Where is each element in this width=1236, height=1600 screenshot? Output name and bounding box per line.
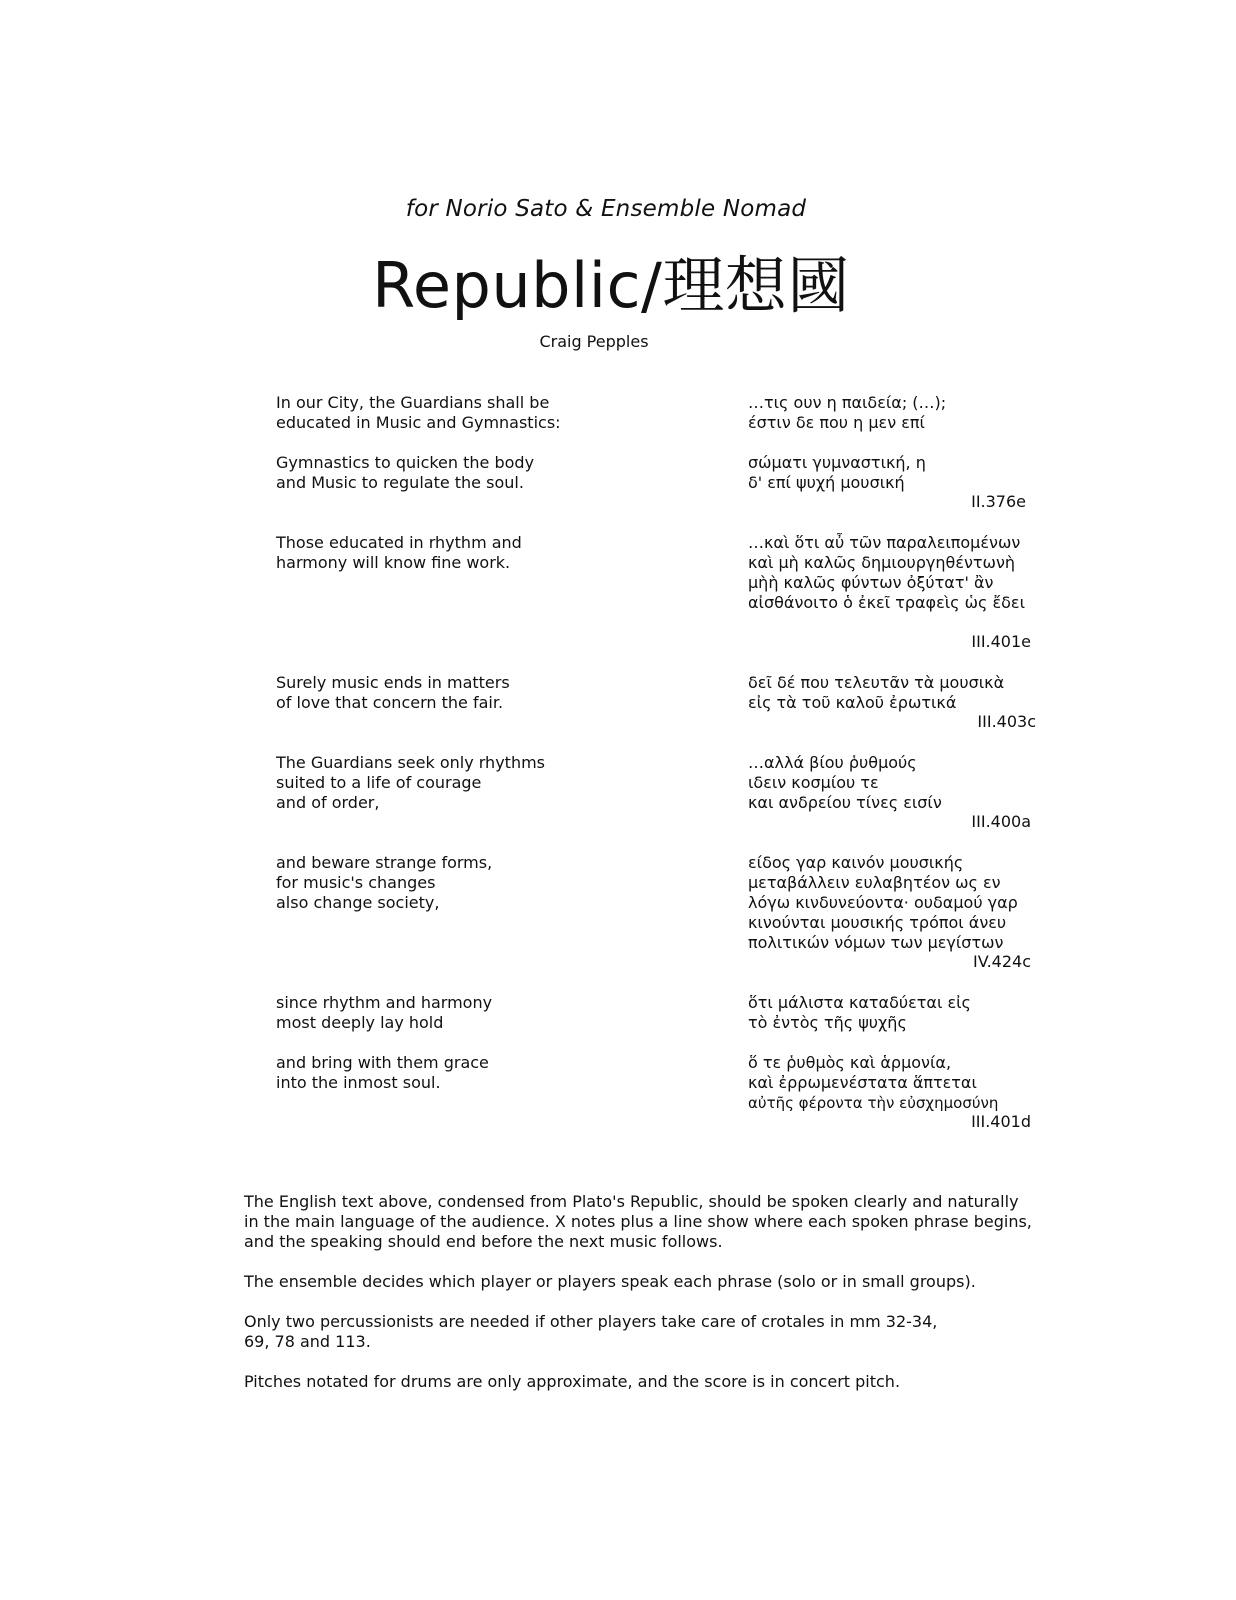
- english-stanza-2: [276, 453, 696, 493]
- note-paragraph: [244, 1312, 1044, 1352]
- english-line: also change society,: [276, 893, 440, 912]
- composer-name: Craig Pepples: [539, 332, 649, 351]
- greek-line: εἰς τὰ τοῦ καλοῦ ἐρωτικά: [748, 693, 957, 712]
- greek-line: δεῖ δέ που τελευτᾶν τὰ μουσικὰ: [748, 673, 1005, 692]
- note-line: The English text above, condensed from Plato's Republic, should be spoken clearly and naturally: [244, 1192, 1019, 1211]
- english-line: since rhythm and harmony: [276, 993, 493, 1012]
- english-stanza-5: [276, 753, 696, 813]
- english-stanza-3: [276, 533, 696, 573]
- english-stanza-8: [276, 1053, 696, 1093]
- greek-line: και ανδρείου τίνες εισίν: [748, 793, 942, 812]
- note-line: Only two percussionists are needed if other players take care of crotales in mm 32-34,: [244, 1312, 938, 1331]
- citation-ref: III.403c: [977, 712, 1036, 731]
- greek-line: έστιν δε που η μεν επί: [748, 413, 925, 432]
- citation-ref: II.376e: [971, 492, 1026, 511]
- page-title: Republic/理想國: [372, 249, 850, 322]
- greek-stanza-1: [748, 393, 1058, 433]
- english-line: In our City, the Guardians shall be: [276, 393, 550, 412]
- greek-line: λόγω κινδυνεύοντα· ουδαμού γαρ: [748, 893, 1018, 912]
- greek-line: καὶ ἐρρωμενέστατα ἅπτεται: [748, 1073, 977, 1092]
- english-line: harmony will know fine work.: [276, 553, 511, 572]
- greek-stanza-4: [748, 673, 1058, 713]
- greek-line: μεταβάλλειν ευλαβητέον ως εν: [748, 873, 1001, 892]
- english-line: most deeply lay hold: [276, 1013, 444, 1032]
- greek-stanza-8: [748, 1053, 1058, 1113]
- greek-line: είδος γαρ καινόν μουσικής: [748, 853, 964, 872]
- citation-ref: III.401d: [971, 1112, 1031, 1131]
- note-paragraph: [244, 1192, 1044, 1252]
- greek-line: …τις ουν η παιδεία; (…);: [748, 393, 947, 412]
- english-stanza-7: [276, 993, 696, 1033]
- greek-stanza-6: [748, 853, 1058, 953]
- note-line: 69, 78 and 113.: [244, 1332, 371, 1351]
- english-stanza-1: [276, 393, 696, 433]
- greek-line: ὅ τε ῥυθμὸς καὶ ἁρμονία,: [748, 1053, 952, 1072]
- greek-line: κινούνται μουσικής τρόποι άνευ: [748, 913, 1007, 932]
- greek-stanza-3: [748, 533, 1058, 613]
- english-line: educated in Music and Gymnastics:: [276, 413, 561, 432]
- note-line: The ensemble decides which player or players speak each phrase (solo or in small groups).: [244, 1272, 976, 1291]
- note-line: and the speaking should end before the next music follows.: [244, 1232, 723, 1251]
- english-stanza-6: [276, 853, 696, 913]
- note-line: in the main language of the audience. X notes plus a line show where each spoken phrase begins,: [244, 1212, 1032, 1231]
- greek-stanza-5: [748, 753, 1058, 813]
- english-line: for music's changes: [276, 873, 436, 892]
- note-line: Pitches notated for drums are only approximate, and the score is in concert pitch.: [244, 1372, 901, 1391]
- english-line: of love that concern the fair.: [276, 693, 504, 712]
- greek-line: αὐτῆς φέροντα τὴν εὐσχημοσύνη: [748, 1094, 999, 1112]
- citation-ref: IV.424c: [972, 952, 1031, 971]
- greek-line: …αλλά βίου ῥυθμούς: [748, 753, 917, 772]
- greek-stanza-7: [748, 993, 1058, 1033]
- dedication: for Norio Sato & Ensemble Nomad: [405, 196, 807, 222]
- english-line: Gymnastics to quicken the body: [276, 453, 535, 472]
- english-line: and Music to regulate the soul.: [276, 473, 524, 492]
- english-stanza-4: [276, 673, 696, 713]
- citation-ref: III.401e: [971, 632, 1031, 651]
- english-line: into the inmost soul.: [276, 1073, 441, 1092]
- english-line: Those educated in rhythm and: [276, 533, 522, 552]
- note-paragraph: [244, 1272, 1044, 1292]
- greek-line: …καὶ ὅτι αὖ τῶν παραλειπομένων: [748, 533, 1021, 552]
- english-line: and bring with them grace: [276, 1053, 489, 1072]
- greek-line: καὶ μὴ καλῶς δημιουργηθέντωνὴ: [748, 553, 1016, 572]
- english-line: Surely music ends in matters: [276, 673, 510, 692]
- greek-stanza-2: [748, 453, 1058, 493]
- greek-line: ὅτι μάλιστα καταδύεται εἰς: [748, 993, 971, 1012]
- english-line: The Guardians seek only rhythms: [276, 753, 545, 772]
- citation-ref: III.400a: [971, 812, 1031, 831]
- greek-line: δ' επί ψυχή μουσική: [748, 473, 905, 492]
- greek-line: τὸ ἐντὸς τῆς ψυχῆς: [748, 1013, 907, 1032]
- greek-line: πολιτικών νόμων των μεγίστων: [748, 933, 1004, 952]
- english-line: suited to a life of courage: [276, 773, 482, 792]
- english-line: and of order,: [276, 793, 380, 812]
- note-paragraph: [244, 1372, 1044, 1392]
- english-line: and beware strange forms,: [276, 853, 493, 872]
- greek-line: ιδειν κοσμίου τε: [748, 773, 879, 792]
- greek-line: μὴὴ καλῶς φύντων ὀξύτατ' ἂν: [748, 573, 994, 592]
- greek-line: αἰσθάνοιτο ὁ ἐκεῖ τραφεὶς ὡς ἔδει: [748, 593, 1025, 612]
- greek-line: σώματι γυμναστική, η: [748, 453, 926, 472]
